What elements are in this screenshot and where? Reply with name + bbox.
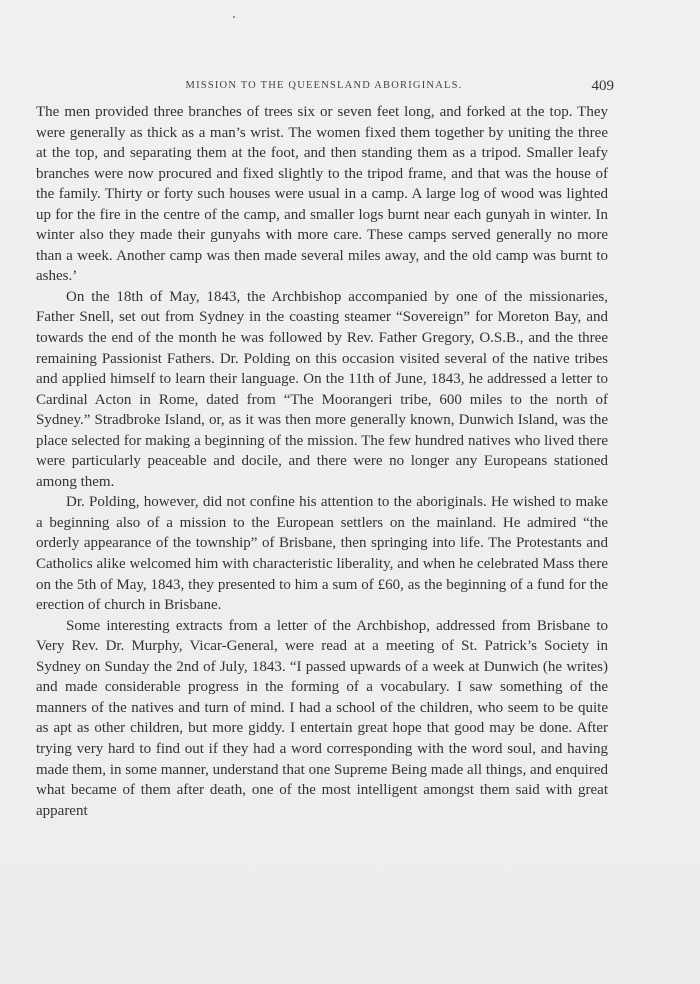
body-text — [36, 102, 608, 821]
paragraph-4: Some interesting extracts from a letter of the Archbishop, addressed from Brisbane to Very Rev. Dr. Murphy, Vicar-General, were read at a meeting of St. Patrick’s Society in Sydney on Sunday the 2nd of July, 1843. “I passed upwards of a week at Dunwich (he writes) and made considerable progress in the forming of a vocabulary. I saw something of the manners of the natives and turn of mind. I had a school of the children, who seem to be quite as apt as other children, but more giddy. I entertain great hope that good may be done. After trying very hard to find out if they had a word corresponding with the word soul, and having made them, in some manner, understand that one Supreme Being made all things, and enquired what became of them after death, one of the most intelligent amongst them said with great apparent — [36, 617, 608, 819]
paper-speck — [233, 16, 235, 18]
paragraph-2: On the 18th of May, 1843, the Archbishop accompanied by one of the missionaries, Father Snell, set out from Sydney in the coasting steamer “Sovereign” for Moreton Bay, and towards the end of the month he was followed by Rev. Father Gregory, O.S.B., and the three remaining Passionist Fathers. Dr. Polding on this occasion visited several of the native tribes and applied himself to learn their language. On the 11th of June, 1843, he addressed a letter to Cardinal Acton in Rome, dated from “The Moorangeri tribe, 600 miles to the north of Sydney.” Stradbroke Island, or, as it was then more generally known, Dunwich Island, was the place selected for making a beginning of the mission. The few hundred natives who lived there were particularly peaceable and docile, and there were no longer any Europeans stationed among them. — [36, 288, 608, 490]
page-number: 409 — [591, 78, 614, 94]
paragraph-1: The men provided three branches of trees six or seven feet long, and forked at the top. They were generally as thick as a man’s wrist. The women fixed them together by uniting the three at the top, and separating them at the foot, and then standing them as a tripod. Smaller leafy branches were now procured and fixed slightly to the tripod frame, and that was the house of the family. Thirty or forty such houses were usual in a camp. A large log of wood was lighted up for the fire in the centre of the camp, and smaller logs burnt near each gunyah in winter. In winter also they made their gunyahs with more care. These camps served generally no more than a week. Another camp was then made several miles away, and the old camp was burnt to ashes.’ — [36, 104, 608, 285]
paragraph-3: Dr. Polding, however, did not confine his attention to the aboriginals. He wished to make a beginning also of a mission to the European settlers on the mainland. He admired “the orderly appearance of the township” of Brisbane, then springing into life. The Protestants and Catholics alike welcomed him with characteristic liberality, and when he celebrated Mass there on the 5th of May, 1843, they presented to him a sum of £60, as the beginning of a fund for the erection of church in Brisbane. — [36, 494, 608, 614]
running-title: MISSION TO THE QUEENSLAND ABORIGINALS. — [185, 80, 463, 91]
